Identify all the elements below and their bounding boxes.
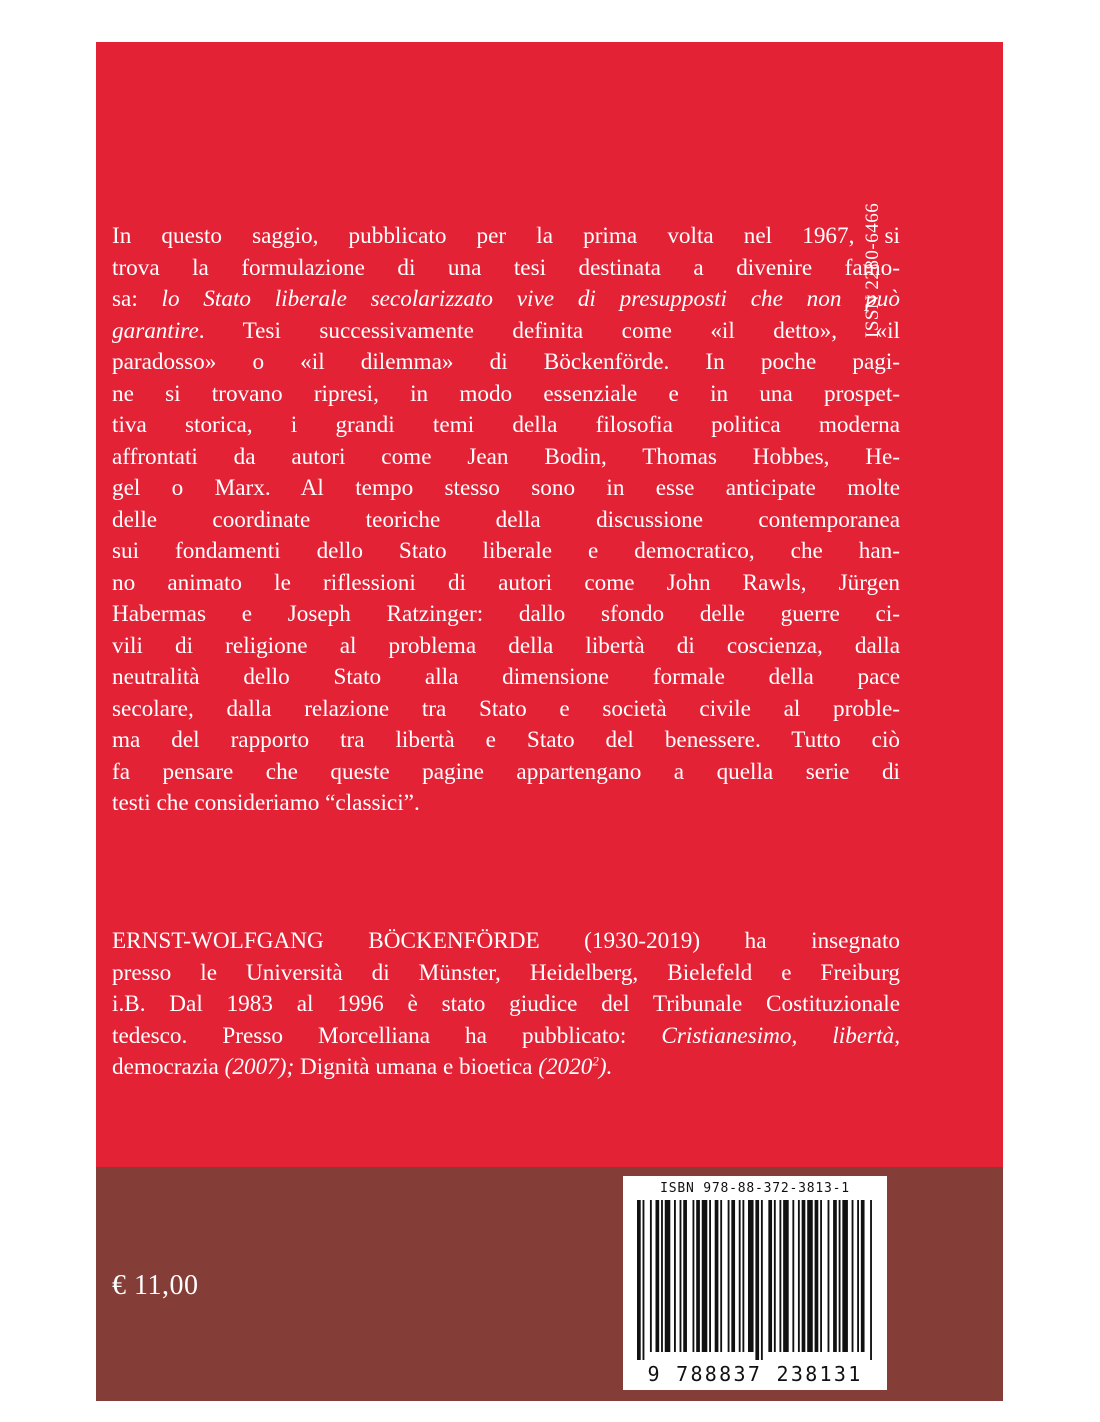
- barcode-bar: [779, 1200, 781, 1352]
- barcode-bars: [637, 1200, 873, 1360]
- description-line: affrontati da autori come Jean Bodin, Thomas Hobbes, He-: [112, 443, 900, 470]
- barcode-digits: 9 788837 238131: [647, 1362, 863, 1386]
- barcode-bar: [650, 1200, 652, 1352]
- barcode-bar: [739, 1200, 741, 1352]
- description-line: secolare, dalla relazione tra Stato e società civile al proble-: [112, 695, 900, 722]
- barcode-bar: [683, 1200, 687, 1352]
- description-line: tiva storica, i grandi temi della filosofia politica moderna: [112, 412, 900, 438]
- barcode-bar: [696, 1200, 700, 1352]
- barcode-bar: [693, 1200, 695, 1352]
- description-line: ne si trovano ripresi, in modo essenziale e in una prospet-: [112, 380, 900, 407]
- barcode-bar: [709, 1200, 711, 1352]
- barcode-bar: [820, 1200, 822, 1352]
- description-line: sa: lo Stato liberale secolarizzato vive di presupposti che non può: [112, 286, 900, 312]
- barcode-bar: [870, 1200, 872, 1360]
- isbn-barcode: [623, 1176, 887, 1390]
- barcode-bar: [656, 1200, 660, 1352]
- barcode-bar: [783, 1200, 789, 1352]
- barcode-bar: [761, 1200, 763, 1360]
- barcode-bar: [798, 1200, 800, 1352]
- price: € 11,00: [112, 1270, 199, 1301]
- barcode-bar: [852, 1200, 854, 1352]
- barcode-bar: [720, 1200, 722, 1352]
- barcode-bar: [842, 1200, 848, 1352]
- barcode-bar: [857, 1200, 859, 1352]
- barcode-bar: [768, 1200, 772, 1352]
- description-line: In questo saggio, pubblicato per la prima volta nel 1967, si: [112, 223, 900, 249]
- description-line: fa pensare che queste pagine appartengano a quella serie di: [112, 758, 900, 785]
- barcode-bar: [839, 1200, 841, 1352]
- barcode-bar: [807, 1200, 813, 1352]
- barcode-bar: [728, 1200, 730, 1352]
- description-line: delle coordinate teoriche della discussione contemporanea: [112, 506, 900, 533]
- book-description: [112, 221, 900, 820]
- barcode-bar: [674, 1200, 676, 1352]
- barcode-bar: [680, 1200, 682, 1352]
- barcode-bar: [833, 1200, 837, 1352]
- barcode-bar: [748, 1200, 754, 1352]
- barcode-bar: [774, 1200, 776, 1352]
- description-line: garantire. Tesi successivamente definita come «il detto», «il: [112, 317, 900, 344]
- description-line: vili di religione al problema della libertà di coscienza, dalla: [112, 632, 900, 659]
- barcode-bar: [828, 1200, 830, 1352]
- bio-line: democrazia (2007); Dignità umana e bioetica (2020$^2$).: [112, 1053, 613, 1080]
- description-line: gel o Marx. Al tempo stesso sono in esse anticipate molte: [112, 475, 900, 501]
- issn-text: ISSN 2280-6466: [862, 202, 883, 338]
- barcode-bar: [643, 1200, 645, 1360]
- barcode-bar: [731, 1200, 735, 1352]
- bio-line: ERNST-WOLFGANG BÖCKENFÖRDE (1930-2019) ha insegnato: [112, 928, 900, 954]
- description-line: sui fondamenti dello Stato liberale e democratico, che han-: [112, 538, 900, 564]
- barcode-bar: [802, 1200, 806, 1352]
- description-line: paradosso» o «il dilemma» di Böckenförde. In poche pagi-: [112, 349, 900, 375]
- bio-line: tedesco. Presso Morcelliana ha pubblicato: Cristianesimo, libertà,: [112, 1022, 900, 1049]
- barcode-bar: [861, 1200, 865, 1352]
- barcode-bar: [815, 1200, 819, 1352]
- barcode-bar: [715, 1200, 719, 1352]
- isbn-number: ISBN 978-88-372-3813-1: [660, 1181, 850, 1196]
- barcode-bar: [792, 1200, 794, 1352]
- bio-line: presso le Università di Münster, Heidelberg, Bielefeld e Freiburg: [112, 959, 900, 986]
- barcode-bar: [742, 1200, 744, 1352]
- author-biography: [112, 926, 900, 1084]
- barcode-bar: [661, 1200, 663, 1352]
- description-line: trova la formulazione di una tesi destinata a divenire famo-: [112, 254, 900, 281]
- description-line: Habermas e Joseph Ratzinger: dallo sfondo delle guerre ci-: [112, 601, 900, 627]
- barcode-bar: [665, 1200, 671, 1352]
- barcode-bar: [637, 1200, 641, 1360]
- description-line: ma del rapporto tra libertà e Stato del benessere. Tutto ciò: [112, 727, 900, 753]
- description-line: neutralità dello Stato alla dimensione formale della pace: [112, 664, 900, 690]
- barcode-bar: [702, 1200, 708, 1352]
- description-line: no animato le riflessioni di autori come John Rawls, Jürgen: [112, 569, 900, 596]
- description-line: testi che consideriamo “classici”.: [112, 790, 420, 816]
- barcode-bar: [755, 1200, 759, 1360]
- bio-line: i.B. Dal 1983 al 1996 è stato giudice del Tribunale Costituzionale: [112, 991, 900, 1017]
